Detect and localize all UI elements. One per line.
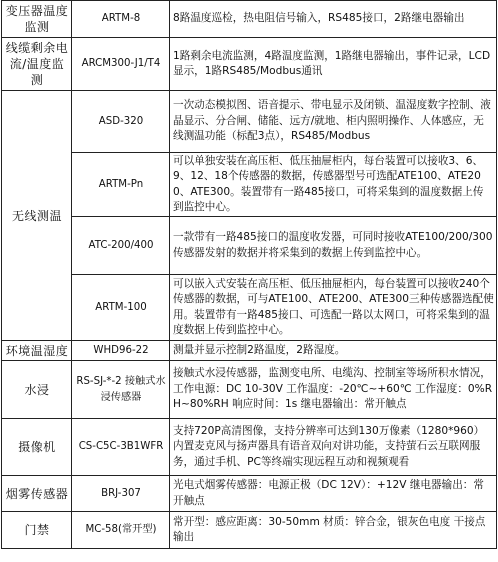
model-cell: ARCM300-J1/T4 bbox=[72, 38, 170, 91]
description-cell: 光电式烟雾传感器：电源正极（DC 12V）：+12V 继电器输出：常开触点 bbox=[170, 476, 497, 512]
description-cell: 支持720P高清图像，支持分辨率可达到130万像素（1280*960）内置麦克风与扬声器具有语音双向对讲功能，支持萤石云互联网服务，通过手机、PC等终端实现远程互动和视频观看 bbox=[170, 419, 497, 476]
model-cell: CS-C5C-3B1WFR bbox=[72, 419, 170, 476]
description-cell: 一款带有一路485接口的温度收发器，可同时接收ATE100/200/300传感器发射的数据并将采集到的数据上传到监控中心。 bbox=[170, 217, 497, 275]
description-cell: 可以嵌入式安装在高压柜、低压抽屉柜内，每台装置可以接收240个传感器的数据，可与ATE100、ATE200、ATE300三种传感器选配使用。装置带有一路485接口、可选配一路以太网口，可将采集到的温度数据上传到监控中心。 bbox=[170, 275, 497, 341]
description-cell: 8路温度巡检，热电阻信号输入，RS485接口，2路继电器输出 bbox=[170, 1, 497, 38]
category-cell: 烟雾传感器 bbox=[2, 476, 72, 512]
table-row bbox=[2, 91, 497, 153]
product-spec-table bbox=[1, 0, 497, 549]
category-cell: 摄像机 bbox=[2, 419, 72, 476]
description-cell: 可以单独安装在高压柜、低压抽屉柜内，每台装置可以接收3、6、9、12、18个传感器的数据，传感器型号可选配ATE100、ATE200、ATE300。装置带有一路485接口，可将采集到的温度数据上传到监控中心。 bbox=[170, 153, 497, 217]
table-row bbox=[2, 476, 497, 512]
table-row bbox=[2, 38, 497, 91]
model-cell: ARTM-8 bbox=[72, 1, 170, 38]
table-row bbox=[2, 217, 497, 275]
model-cell: BRJ-307 bbox=[72, 476, 170, 512]
table-row bbox=[2, 153, 497, 217]
table-row bbox=[2, 419, 497, 476]
model-cell: MC-58(常开型) bbox=[72, 512, 170, 549]
model-cell: WHD96-22 bbox=[72, 341, 170, 361]
table-row bbox=[2, 361, 497, 419]
description-cell: 接触式水浸传感器，监测变电所、电缆沟、控制室等场所积水情况，工作电源：DC 10-30V 工作温度：-20℃~+60℃ 工作湿度：0%RH~80%RH 响应时间：1s 继电器输出：常开触点 bbox=[170, 361, 497, 419]
category-cell: 环境温湿度 bbox=[2, 341, 72, 361]
model-cell: ARTM-Pn bbox=[72, 153, 170, 217]
model-cell: RS-SJ-*-2 接触式水浸传感器 bbox=[72, 361, 170, 419]
model-cell: ARTM-100 bbox=[72, 275, 170, 341]
description-cell: 1路剩余电流监测，4路温度监测，1路继电器输出，事件记录，LCD显示，1路RS485/Modbus通讯 bbox=[170, 38, 497, 91]
table-row bbox=[2, 512, 497, 549]
category-cell: 门禁 bbox=[2, 512, 72, 549]
table-row bbox=[2, 275, 497, 341]
category-cell: 无线测温 bbox=[2, 91, 72, 341]
table-row bbox=[2, 341, 497, 361]
category-cell: 变压器温度监测 bbox=[2, 1, 72, 38]
description-cell: 常开型：感应距离：30-50mm 材质：锌合金，银灰色电度 干接点输出 bbox=[170, 512, 497, 549]
category-cell: 线缆剩余电流/温度监测 bbox=[2, 38, 72, 91]
table-row bbox=[2, 1, 497, 38]
model-cell: ASD-320 bbox=[72, 91, 170, 153]
model-cell: ATC-200/400 bbox=[72, 217, 170, 275]
category-cell: 水浸 bbox=[2, 361, 72, 419]
description-cell: 一次动态模拟图、语音提示、带电显示及闭锁、温湿度数字控制、液晶显示、分合闸、储能、远方/就地、柜内照明操作、人体感应，无线测温功能（标配3点），RS485/Modbus bbox=[170, 91, 497, 153]
description-cell: 测量并显示控制2路温度，2路湿度。 bbox=[170, 341, 497, 361]
